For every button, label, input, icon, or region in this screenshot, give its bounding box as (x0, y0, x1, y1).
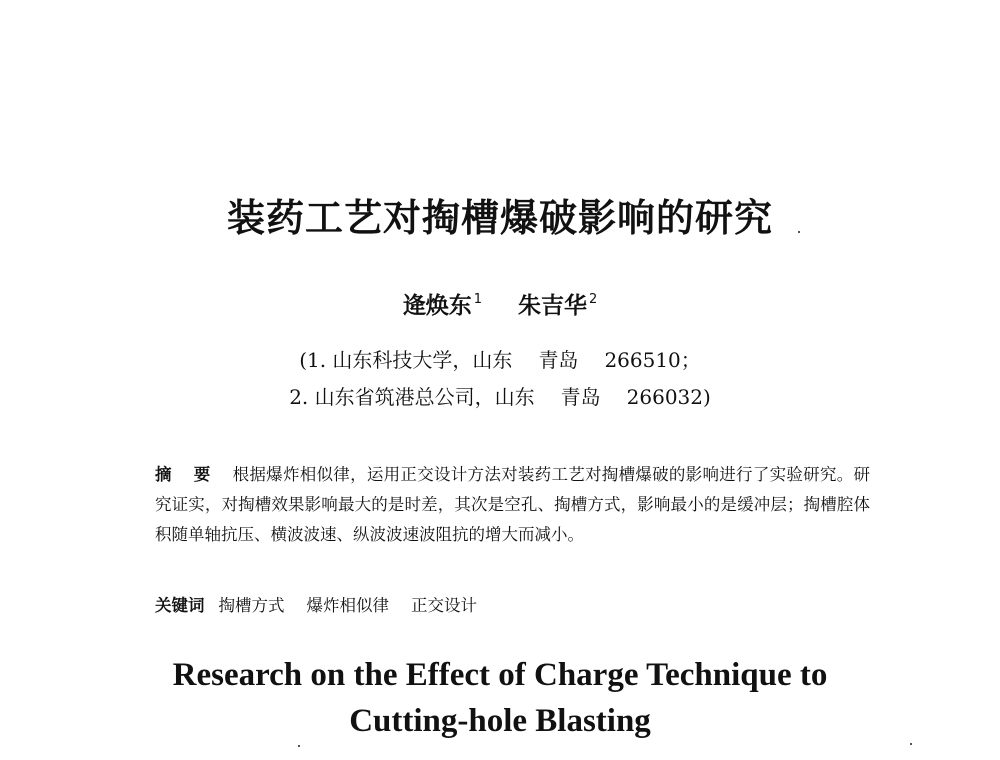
affiliation-2-org: 2. 山东省筑港总公司，山东 (289, 385, 535, 409)
keyword-2: 爆炸相似律 (306, 596, 389, 615)
author-1-name: 逄焕东 (402, 293, 472, 319)
affiliation-1 (0, 345, 1000, 375)
scan-speck (298, 745, 300, 747)
abstract-text: 根据爆炸相似律，运用正交设计方法对装药工艺对掏槽爆破的影响进行了实验研究。研究证实，对掏槽效果影响最大的是时差，其次是空孔、掏槽方式，影响最小的是缓冲层；掏槽腔体积随单轴抗压、横波波速、纵波波速波阻抗的增大而减小。 (155, 465, 870, 544)
abstract (155, 460, 870, 550)
author-2 (518, 293, 597, 319)
affiliation-1-city: 青岛 (538, 348, 579, 372)
english-title (0, 652, 1000, 744)
author-list (0, 283, 1000, 323)
keyword-1: 掏槽方式 (218, 596, 285, 615)
english-title-line-2: Cutting-hole Blasting (349, 703, 651, 739)
affiliation-2 (0, 382, 1000, 412)
affiliation-1-org: (1. 山东科技大学，山东 (299, 348, 513, 372)
abstract-label: 摘 要 (155, 465, 219, 484)
english-title-line-1: Research on the Effect of Charge Technique to (172, 657, 828, 693)
affiliation-2-city: 青岛 (560, 385, 601, 409)
scan-speck (910, 743, 912, 745)
author-1 (403, 293, 482, 319)
keyword-3: 正交设计 (411, 596, 477, 615)
affiliation-1-postcode: 266510； (604, 348, 701, 372)
affiliation-2-postcode: 266032) (626, 385, 711, 409)
keywords (155, 591, 870, 621)
keywords-label: 关键词 (155, 596, 205, 615)
scan-speck (798, 231, 800, 233)
chinese-title: 装药工艺对掏槽爆破影响的研究 (226, 195, 773, 240)
author-2-affil-mark: 2 (589, 292, 598, 307)
author-2-name: 朱吉华 (518, 293, 587, 319)
author-1-affil-mark: 1 (473, 292, 482, 307)
